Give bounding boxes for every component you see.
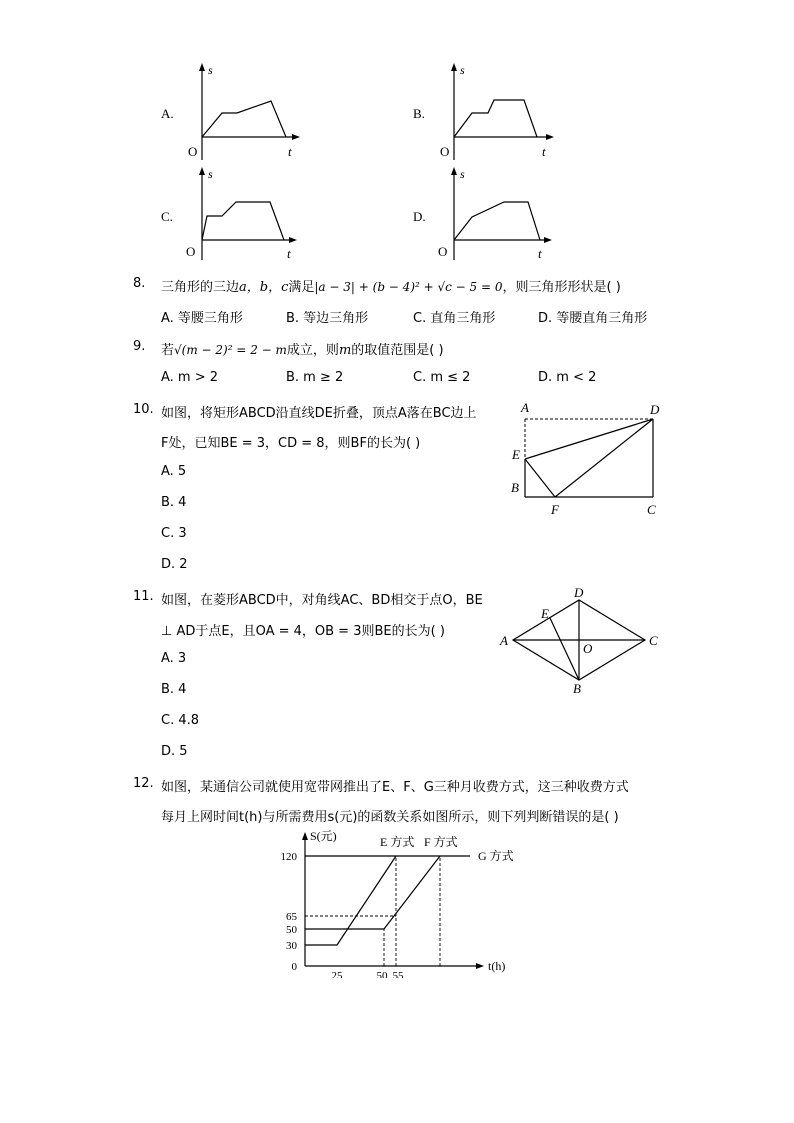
q7-curve-c [202,202,284,240]
axis-t-label: t [287,246,291,261]
q11-number: 11. [133,589,154,604]
q9-option-d[interactable]: D. m < 2 [538,370,597,385]
q7-curve-b [454,100,537,137]
series-label-f: F 方式 [424,835,458,849]
q10-label-e: E [512,447,520,462]
q11-label-c: C [649,633,658,648]
q9-stem-suffix: 的取值范围是( ) [351,343,444,358]
series-label-g: G 方式 [478,849,514,863]
origin-label: O [438,244,448,259]
axis-s-label: s [208,167,213,181]
q7-option-a-label[interactable]: A. [161,106,174,121]
q7-option-c-label[interactable]: C. [161,209,173,224]
axis-t-label: t [542,144,546,159]
q11-label-o: O [583,641,593,656]
q10-fold-line-de [525,419,653,459]
axis-t-label: t [288,144,292,159]
q10-option-c[interactable]: C. 3 [161,526,187,541]
q8-stem-prefix: 三角形的三边 [161,280,240,295]
q7-graph-d [432,164,557,264]
axis-t-label: t [538,246,542,261]
q9-stem-mid: 成立，则 [286,343,339,358]
origin-label: O [186,244,196,259]
q11-label-d: D [574,585,584,600]
q7-option-d-label[interactable]: D. [413,209,426,224]
q11-label-e: E [541,606,549,621]
q8-formula: |a − 3| + (b − 4)² + √c − 5 = 0 [314,280,503,294]
q7-curve-d [454,202,540,240]
origin-label: O [440,144,450,159]
q11-stem-line1: 如图，在菱形ABCD中，对角线AC、BD相交于点O，BE [161,593,483,608]
q8-stem-vars: a，b，c [239,280,289,295]
q10-number: 10. [133,402,154,417]
q7-graph-a [180,60,300,165]
q9-option-c[interactable]: C. m ≤ 2 [413,370,471,385]
q10-figure-rectangle [505,398,670,520]
q8-stem-suffix: ，则三角形形状是( ) [502,280,621,295]
q10-option-b[interactable]: B. 4 [161,495,187,510]
q10-label-d: D [650,402,660,417]
q7-option-b-label[interactable]: B. [413,106,425,121]
q9-formula: √(m − 2)² = 2 − m [174,343,287,357]
q10-edge-ef [525,459,555,497]
q7-graph-c [180,164,300,264]
q8-number: 8. [133,276,146,291]
x-tick-label: 55 [392,970,404,978]
series-line-0 [305,856,396,945]
q9-stem-var: m [338,343,352,358]
q11-stem-line2: ⊥ AD于点E，且OA = 4，OB = 3则BE的长为( ) [161,624,445,639]
q11-option-c[interactable]: C. 4.8 [161,713,200,728]
q8-stem [161,276,621,295]
q8-stem-mid: 满足 [288,280,315,295]
q12-stem-line2: 每月上网时间t(h)与所需费用s(元)的函数关系如图所示，则下列判断错误的是( ) [161,810,619,825]
x-axis-label: t(h) [488,959,506,973]
q11-option-d[interactable]: D. 5 [161,744,188,759]
q11-figure-rhombus [497,585,667,697]
q10-label-a: A [521,400,529,415]
q7-graph-b [432,60,557,165]
q7-curve-a [202,101,286,137]
y-tick-label: 50 [286,924,297,936]
y-axis-arrow [302,832,308,840]
q9-stem-prefix: 若 [161,343,175,358]
q12-stem-line1: 如图，某通信公司就使用宽带网推出了E、F、G三种月收费方式，这三种收费方式 [161,780,629,795]
q8-option-c[interactable]: C. 直角三角形 [413,311,496,326]
q10-stem-line2: F处，已知BE = 3，CD = 8，则BF的长为( ) [161,436,421,451]
x-tick-label: 50 [376,970,388,978]
q8-option-a[interactable]: A. 等腰三角形 [161,311,243,326]
q9-stem [161,339,444,358]
y-tick-label: 120 [280,851,297,863]
q10-label-f: F [551,502,559,517]
q8-option-b[interactable]: B. 等边三角形 [286,311,369,326]
y-axis-label: S(元) [310,829,337,843]
origin-label: O [188,144,198,159]
axis-s-label: s [460,63,465,77]
q10-label-c: C [647,502,656,517]
axis-s-label: s [460,167,465,181]
y-tick-label: 65 [286,911,297,923]
series-label-e: E 方式 [380,835,415,849]
q11-option-a[interactable]: A. 3 [161,651,187,666]
axis-s-label: s [208,63,213,77]
y-tick-label: 30 [286,940,297,952]
q10-label-b: B [511,480,519,495]
q10-option-d[interactable]: D. 2 [161,557,188,572]
q12-number: 12. [133,776,154,791]
q11-option-b[interactable]: B. 4 [161,682,187,697]
q11-label-a: A [500,633,508,648]
q11-label-b: B [573,681,581,696]
q9-option-a[interactable]: A. m > 2 [161,370,219,385]
q8-option-d[interactable]: D. 等腰直角三角形 [538,311,648,326]
q10-stem-line1: 如图，将矩形ABCD沿直线DE折叠，顶点A落在BC边上 [161,406,477,421]
y-tick-label: 0 [291,961,297,973]
x-axis-arrow [476,963,484,969]
q9-option-b[interactable]: B. m ≥ 2 [286,370,344,385]
q12-chart [270,826,520,978]
q10-edge-df [555,419,653,497]
q9-number: 9. [133,339,146,354]
q10-option-a[interactable]: A. 5 [161,464,187,479]
x-tick-label: 25 [331,970,343,978]
